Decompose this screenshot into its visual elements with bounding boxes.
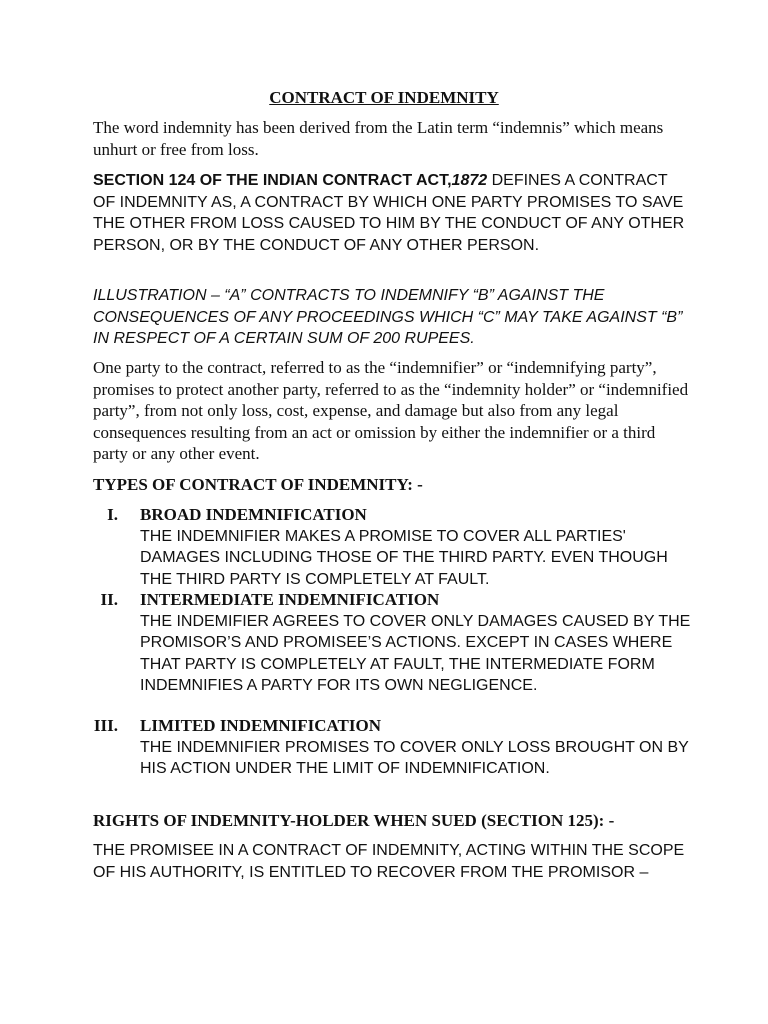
list-item-text: THE INDEMIFIER AGREES TO COVER ONLY DAMAGES CAUSED BY THE PROMISOR’S AND PROMISEE’S ACTIONS. EXCEPT IN CASES WHERE THAT PARTY IS COMPLETELY AT FAULT, THE INTERMEDIATE FORM INDEMNIFIES A PARTY FOR ITS OWN NEGLIGENCE. (140, 612, 691, 694)
list-item-heading: BROAD INDEMNIFICATION (140, 505, 367, 524)
section-year: 1872 (451, 172, 488, 189)
list-numeral: I. (107, 505, 118, 524)
rights-paragraph: THE PROMISEE IN A CONTRACT OF INDEMNITY, ACTING WITHIN THE SCOPE OF HIS AUTHORITY, IS ENTITLED TO RECOVER FROM THE PROMISOR – (93, 842, 685, 881)
list-item-text: THE INDEMNIFIER PROMISES TO COVER ONLY LOSS BROUGHT ON BY HIS ACTION UNDER THE LIMIT OF INDEMNIFICATION. (140, 738, 689, 777)
list-item-heading: INTERMEDIATE INDEMNIFICATION (140, 590, 440, 609)
list-item-heading: LIMITED INDEMNIFICATION (140, 716, 382, 735)
page-title: CONTRACT OF INDEMNITY (269, 88, 499, 107)
list-item-text: THE INDEMNIFIER MAKES A PROMISE TO COVER ALL PARTIES' DAMAGES INCLUDING THOSE OF THE THIRD PARTY. EVEN THOUGH THE THIRD PARTY IS COMPLETELY AT FAULT. (140, 527, 668, 588)
list-numeral: II. (100, 590, 118, 609)
parties-paragraph: One party to the contract, referred to as the “indemnifier” or “indemnifying party”, promises to protect another party, referred to as the “indemnity holder” or “indemnified party”, from not only loss, cost, expense, and damage but also from any legal consequences resulting from an act or omission by either the indemnifier or a third party or any other event. (93, 358, 689, 463)
types-heading: TYPES OF CONTRACT OF INDEMNITY: - (93, 475, 423, 494)
section-124-paragraph (93, 170, 693, 256)
rights-heading: RIGHTS OF INDEMNITY-HOLDER WHEN SUED (SECTION 125): - (93, 811, 615, 830)
illustration-paragraph: ILLUSTRATION – “A” CONTRACTS TO INDEMNIFY “B” AGAINST THE CONSEQUENCES OF ANY PROCEEDINGS WHICH “C” MAY TAKE AGAINST “B” IN RESPECT OF A CERTAIN SUM OF 200 RUPEES. (93, 287, 683, 347)
section-label: SECTION 124 OF THE INDIAN CONTRACT ACT, (93, 172, 452, 189)
list-numeral: III. (93, 716, 118, 735)
section-definition: DEFINES A CONTRACT OF INDEMNITY AS, A CONTRACT BY WHICH ONE PARTY PROMISES TO SAVE THE OTHER FROM LOSS CAUSED TO HIM BY THE CONDUCT OF ANY OTHER PERSON, OR BY THE CONDUCT OF ANY OTHER PERSON. (93, 172, 685, 254)
intro-paragraph: The word indemnity has been derived from the Latin term “indemnis” which means unhurt or free from loss. (93, 118, 664, 159)
